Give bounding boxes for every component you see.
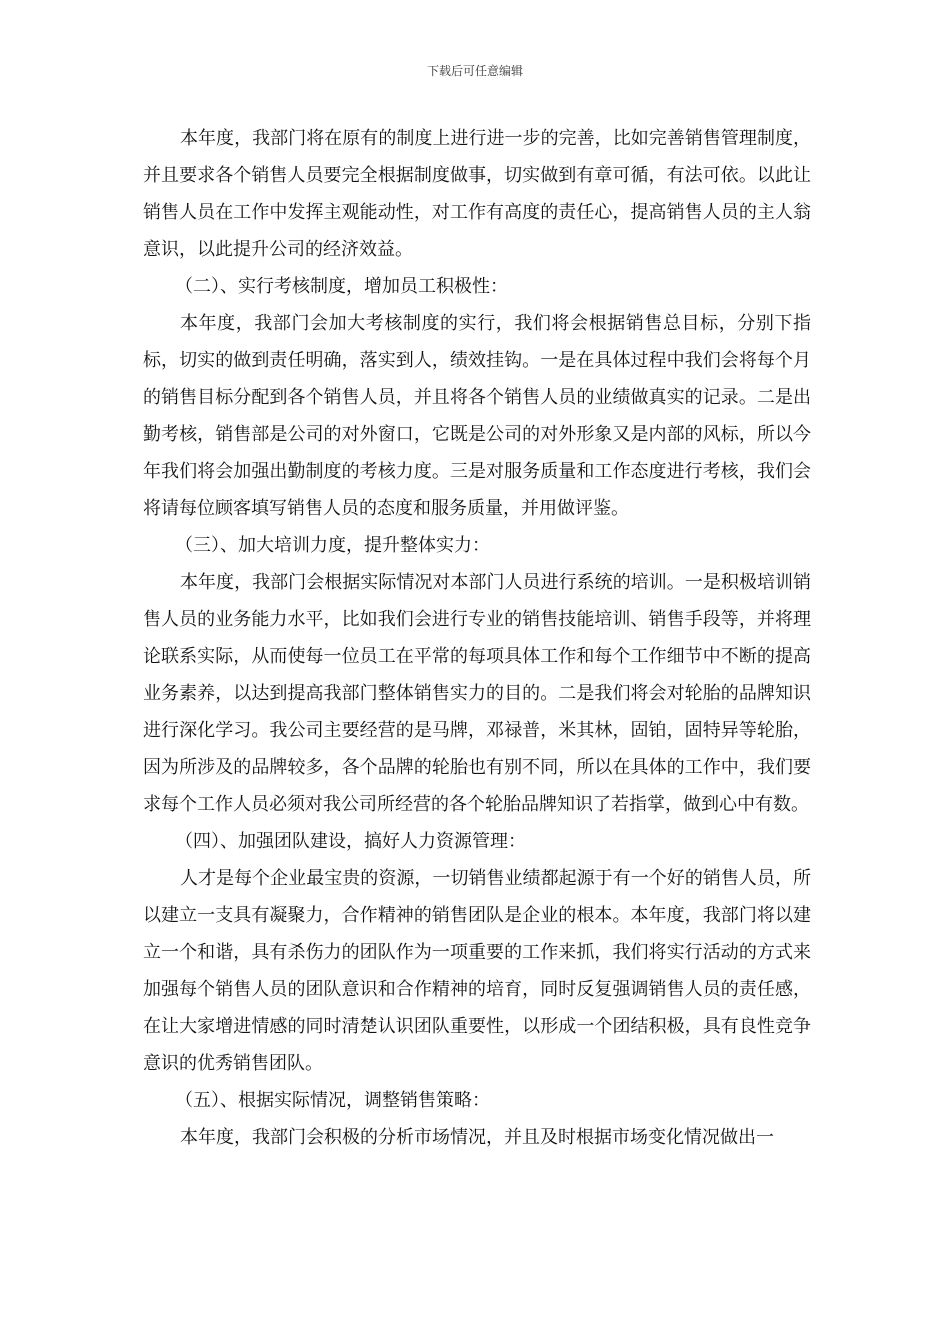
paragraph-assessment: 本年度，我部门会加大考核制度的实行，我们将会根据销售总目标，分别下指标，切实的做到责任明确，落实到人，绩效挂钩。一是在具体过程中我们会将每个月的销售目标分配到各个销售人员，并且将各个销售人员的业绩做真实的记录。二是出勤考核，销售部是公司的对外窗口，它既是公司的对外形象又是内部的风标，所以今年我们将会加强出勤制度的考核力度。三是对服务质量和工作态度进行考核，我们会将请每位顾客填写销售人员的态度和服务质量，并用做评鉴。 xyxy=(143,313,811,519)
section-heading-5: （五）、根据实际情况，调整销售策略： xyxy=(175,1090,490,1111)
paragraph-strategy: 本年度，我部门会积极的分析市场情况，并且及时根据市场变化情况做出一 xyxy=(180,1127,774,1148)
section-heading-3: （三）、加大培训力度，提升整体实力： xyxy=(175,535,490,556)
section-heading-4: （四）、加强团队建设，搞好人力资源管理： xyxy=(175,831,526,852)
paragraph-team: 人才是每个企业最宝贵的资源，一切销售业绩都起源于有一个好的销售人员，所以建立一支具有凝聚力，合作精神的销售团队是企业的根本。本年度，我部门将以建立一个和谐，具有杀伤力的团队作为一项重要的工作来抓，我们将实行活动的方式来加强每个销售人员的团队意识和合作精神的培育，同时反复强调销售人员的责任感，在让大家增进情感的同时清楚认识团队重要性，以形成一个团结积极，具有良性竞争意识的优秀销售团队。 xyxy=(143,868,811,1074)
document-body xyxy=(143,120,811,1156)
section-heading-2: （二）、实行考核制度，增加员工积极性： xyxy=(175,276,508,297)
paragraph-intro: 本年度，我部门将在原有的制度上进行进一步的完善，比如完善销售管理制度，并且要求各个销售人员要完全根据制度做事，切实做到有章可循，有法可依。以此让销售人员在工作中发挥主观能动性，对工作有高度的责任心，提高销售人员的主人翁意识，以此提升公司的经济效益。 xyxy=(143,128,811,260)
paragraph-training: 本年度，我部门会根据实际情况对本部门人员进行系统的培训。一是积极培训销售人员的业务能力水平，比如我们会进行专业的销售技能培训、销售手段等，并将理论联系实际，从而使每一位员工在平常的每项具体工作和每个工作细节中不断的提高业务素养，以达到提高我部门整体销售实力的目的。二是我们将会对轮胎的品牌知识进行深化学习。我公司主要经营的是马牌，邓禄普，米其林，固铂，固特异等轮胎，因为所涉及的品牌较多，各个品牌的轮胎也有别不同，所以在具体的工作中，我们要求每个工作人员必须对我公司所经营的各个轮胎品牌知识了若指掌，做到心中有数。 xyxy=(143,572,811,815)
page-header: 下载后可任意编辑 xyxy=(426,64,523,78)
